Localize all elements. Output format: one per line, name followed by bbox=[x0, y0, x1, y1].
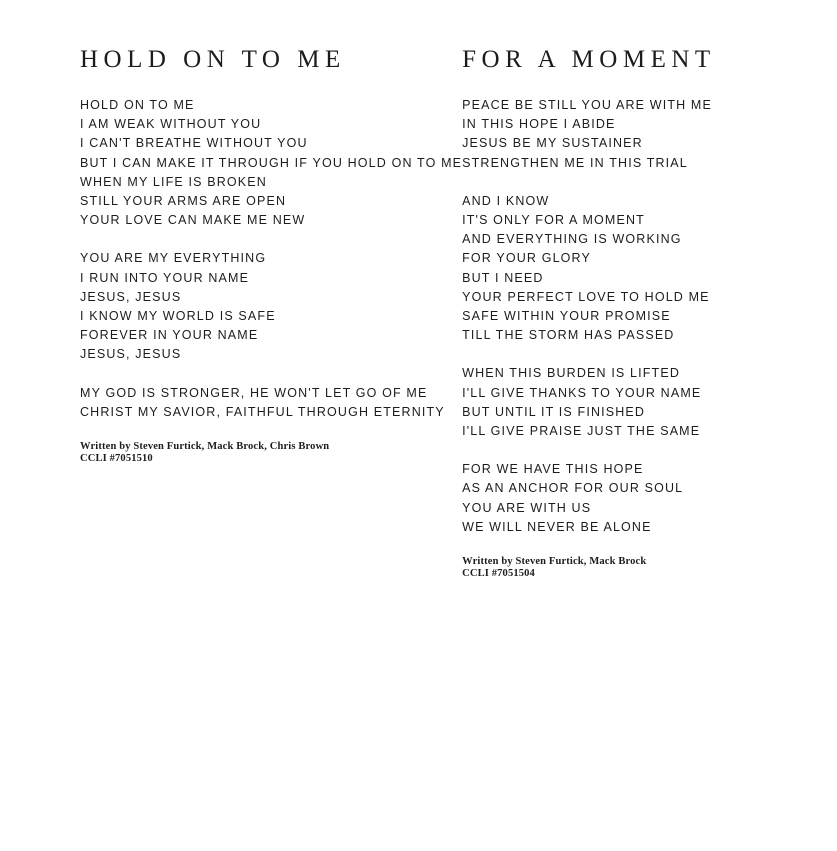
lyric-stanza bbox=[462, 192, 780, 346]
lyric-line: WHEN THIS BURDEN IS LIFTED bbox=[462, 366, 681, 381]
lyric-line: BUT UNTIL IT IS FINISHED bbox=[462, 404, 646, 419]
lyric-line: WE WILL NEVER BE ALONE bbox=[462, 519, 652, 534]
lyric-line: AND EVERYTHING IS WORKING bbox=[462, 232, 682, 247]
lyric-line: AND I KNOW bbox=[462, 193, 550, 208]
lyric-stanza bbox=[80, 249, 462, 364]
lyric-line: YOU ARE MY EVERYTHING bbox=[80, 251, 267, 266]
song-title: FOR A MOMENT bbox=[462, 46, 716, 73]
lyric-line: YOUR LOVE CAN MAKE ME NEW bbox=[80, 213, 306, 228]
lyric-line: JESUS BE MY SUSTAINER bbox=[462, 136, 643, 151]
lyric-line: I AM WEAK WITHOUT YOU bbox=[80, 117, 262, 132]
lyrics-columns bbox=[80, 46, 780, 579]
lyric-stanza bbox=[462, 96, 780, 173]
lyric-stanza bbox=[462, 460, 780, 537]
lyric-line: YOU ARE WITH US bbox=[462, 500, 592, 515]
lyric-line: AS AN ANCHOR FOR OUR SOUL bbox=[462, 481, 684, 496]
song-credits bbox=[80, 441, 462, 464]
lyric-line: I'LL GIVE THANKS TO YOUR NAME bbox=[462, 385, 702, 400]
credit-writers: Written by Steven Furtick, Mack Brock bbox=[462, 556, 647, 568]
lyric-line: JESUS, JESUS bbox=[80, 347, 182, 362]
credit-ccli: CCLI #7051504 bbox=[462, 567, 535, 579]
lyric-line: BUT I NEED bbox=[462, 270, 544, 285]
lyric-line: MY GOD IS STRONGER, HE WON'T LET GO OF ME bbox=[80, 385, 428, 400]
song-column-for-a-moment bbox=[462, 46, 780, 579]
lyric-line: I'LL GIVE PRAISE JUST THE SAME bbox=[462, 424, 701, 439]
lyric-line: I RUN INTO YOUR NAME bbox=[80, 270, 250, 285]
lyric-line: I KNOW MY WORLD IS SAFE bbox=[80, 309, 276, 324]
lyric-line: BUT I CAN MAKE IT THROUGH IF YOU HOLD ON TO ME bbox=[80, 155, 463, 170]
lyric-line: YOUR PERFECT LOVE TO HOLD ME bbox=[462, 289, 710, 304]
lyric-line: I CAN'T BREATHE WITHOUT YOU bbox=[80, 136, 308, 151]
lyric-line: FOR YOUR GLORY bbox=[462, 251, 591, 266]
lyric-stanza bbox=[80, 384, 462, 422]
lyric-line: JESUS, JESUS bbox=[80, 289, 182, 304]
lyric-line: CHRIST MY SAVIOR, FAITHFUL THROUGH ETERNITY bbox=[80, 404, 445, 419]
lyric-line: IT'S ONLY FOR A MOMENT bbox=[462, 213, 645, 228]
lyric-line: TILL THE STORM HAS PASSED bbox=[462, 328, 675, 343]
lyric-stanza bbox=[80, 96, 462, 230]
lyric-stanza bbox=[462, 364, 780, 441]
lyric-line: STILL YOUR ARMS ARE OPEN bbox=[80, 194, 287, 209]
credit-ccli: CCLI #7051510 bbox=[80, 452, 153, 464]
lyric-line: FOR WE HAVE THIS HOPE bbox=[462, 462, 644, 477]
credit-writers: Written by Steven Furtick, Mack Brock, Chris Brown bbox=[80, 441, 330, 453]
song-column-hold-on-to-me bbox=[80, 46, 462, 464]
lyric-line: PEACE BE STILL YOU ARE WITH ME bbox=[462, 98, 712, 112]
lyric-line: IN THIS HOPE I ABIDE bbox=[462, 117, 616, 132]
lyric-line: HOLD ON TO ME bbox=[80, 98, 195, 112]
lyric-line: SAFE WITHIN YOUR PROMISE bbox=[462, 309, 671, 324]
lyric-line: WHEN MY LIFE IS BROKEN bbox=[80, 174, 267, 189]
song-credits bbox=[462, 556, 780, 579]
song-title: HOLD ON TO ME bbox=[80, 46, 346, 73]
lyric-line: STRENGTHEN ME IN THIS TRIAL bbox=[462, 155, 688, 170]
lyric-line: FOREVER IN YOUR NAME bbox=[80, 328, 259, 343]
